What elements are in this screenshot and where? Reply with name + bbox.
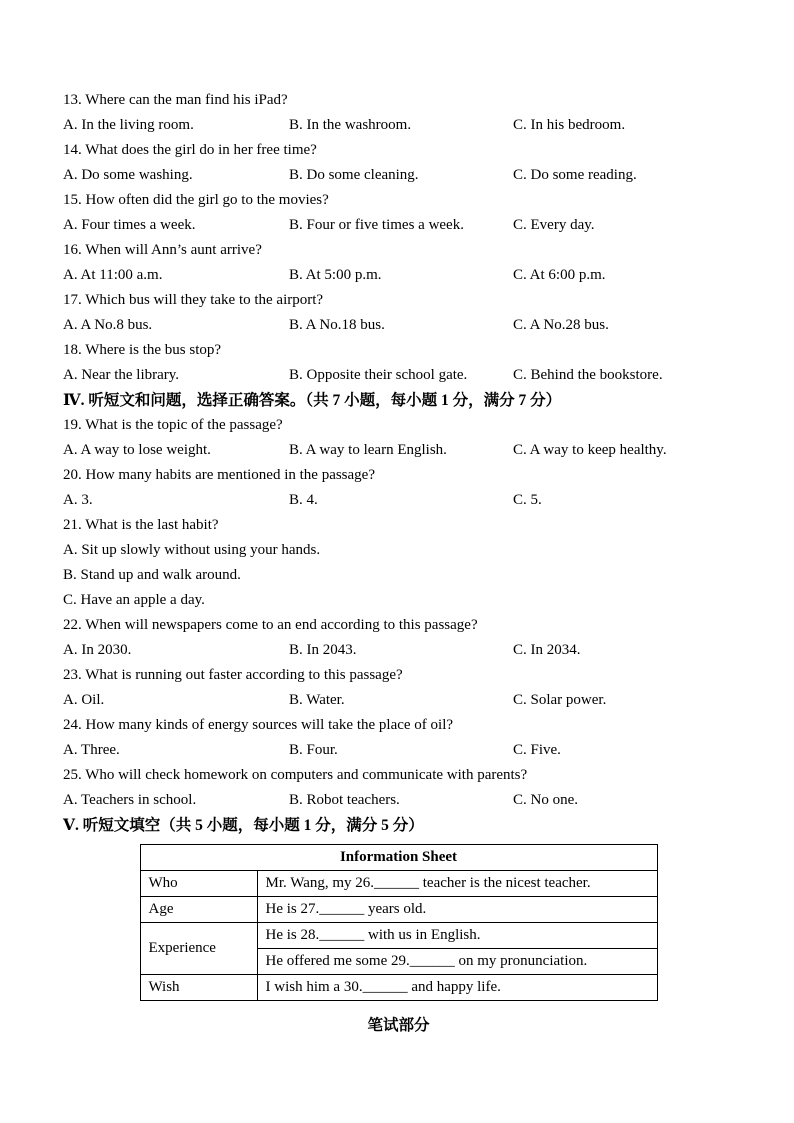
option-b: B. At 5:00 p.m. (289, 267, 382, 283)
question-options (63, 113, 734, 138)
option-a: A. Do some washing. (63, 167, 193, 183)
option-c: C. Solar power. (513, 692, 607, 708)
question-18 (63, 338, 734, 388)
option-c: C. Every day. (513, 217, 595, 233)
question-options (63, 638, 734, 663)
question-options (63, 488, 734, 513)
option-c: C. In 2034. (513, 642, 581, 658)
option-c: C. At 6:00 p.m. (513, 267, 606, 283)
option-a: A. Oil. (63, 692, 105, 708)
table-row (140, 871, 657, 897)
section-5-header: Ⅴ. 听短文填空（共 5 小题，每小题 1 分，满分 5 分） (63, 817, 424, 834)
question-text: 20. How many habits are mentioned in the passage? (63, 467, 375, 483)
option-a: A. A way to lose weight. (63, 442, 211, 458)
row-value-age: He is 27.______ years old. (257, 897, 657, 923)
question-text: 23. What is running out faster according to this passage? (63, 667, 403, 683)
row-value-who: Mr. Wang, my 26.______ teacher is the nicest teacher. (257, 871, 657, 897)
row-value-experience-2: He offered me some 29.______ on my pronunciation. (257, 949, 657, 975)
question-options (63, 263, 734, 288)
option-c: C. 5. (513, 492, 542, 508)
question-text: 25. Who will check homework on computers and communicate with parents? (63, 767, 528, 783)
question-options (63, 213, 734, 238)
table-row (140, 975, 657, 1001)
option-b: B. Water. (289, 692, 345, 708)
option-b: B. In the washroom. (289, 117, 412, 133)
option-a: A. At 11:00 a.m. (63, 267, 163, 283)
option-b: B. A way to learn English. (289, 442, 447, 458)
option-b: B. Four. (289, 742, 338, 758)
question-options (63, 688, 734, 713)
option-a: A. Sit up slowly without using your hands. (63, 542, 321, 558)
option-a: A. 3. (63, 492, 93, 508)
option-b: B. Do some cleaning. (289, 167, 419, 183)
option-a: A. Three. (63, 742, 120, 758)
question-14 (63, 138, 734, 188)
question-options (63, 538, 734, 613)
written-test-section-label: 笔试部分 (367, 1017, 430, 1034)
option-c: C. Five. (513, 742, 561, 758)
row-value-wish: I wish him a 30.______ and happy life. (257, 975, 657, 1001)
question-text: 13. Where can the man find his iPad? (63, 92, 288, 108)
option-c: C. Have an apple a day. (63, 592, 205, 608)
option-a: A. In the living room. (63, 117, 194, 133)
option-a: A. A No.8 bus. (63, 317, 153, 333)
option-a: A. In 2030. (63, 642, 132, 658)
option-b: B. In 2043. (289, 642, 357, 658)
option-c: C. In his bedroom. (513, 117, 626, 133)
option-c: C. A way to keep healthy. (513, 442, 667, 458)
option-c: C. No one. (513, 792, 578, 808)
question-text: 24. How many kinds of energy sources will take the place of oil? (63, 717, 454, 733)
question-options (63, 738, 734, 763)
table-title-row (140, 845, 657, 871)
question-16 (63, 238, 734, 288)
row-label-wish: Wish (140, 975, 257, 1001)
question-options (63, 438, 734, 463)
option-b: B. Robot teachers. (289, 792, 400, 808)
question-text: 22. When will newspapers come to an end according to this passage? (63, 617, 478, 633)
question-20 (63, 463, 734, 513)
information-sheet-table (140, 844, 658, 1001)
table-row (140, 897, 657, 923)
option-b: B. 4. (289, 492, 318, 508)
question-text: 14. What does the girl do in her free time? (63, 142, 317, 158)
question-options (63, 788, 734, 813)
section-4-header: Ⅳ. 听短文和问题，选择正确答案。（共 7 小题，每小题 1 分，满分 7 分） (63, 392, 562, 409)
option-b: B. Four or five times a week. (289, 217, 464, 233)
option-b: B. Opposite their school gate. (289, 367, 468, 383)
question-25 (63, 763, 734, 813)
table-row (140, 923, 657, 949)
question-text: 15. How often did the girl go to the movies? (63, 192, 329, 208)
question-text: 21. What is the last habit? (63, 517, 219, 533)
option-c: C. Do some reading. (513, 167, 637, 183)
question-17 (63, 288, 734, 338)
option-a: A. Teachers in school. (63, 792, 197, 808)
question-options (63, 313, 734, 338)
row-label-age: Age (140, 897, 257, 923)
row-value-experience-1: He is 28.______ with us in English. (257, 923, 657, 949)
question-19 (63, 413, 734, 463)
option-b: B. A No.18 bus. (289, 317, 385, 333)
row-label-who: Who (140, 871, 257, 897)
question-23 (63, 663, 734, 713)
question-24 (63, 713, 734, 763)
table-title: Information Sheet (140, 845, 657, 871)
option-c: C. Behind the bookstore. (513, 367, 663, 383)
question-13 (63, 88, 734, 138)
question-22 (63, 613, 734, 663)
option-a: A. Four times a week. (63, 217, 196, 233)
question-text: 17. Which bus will they take to the airport? (63, 292, 324, 308)
question-text: 19. What is the topic of the passage? (63, 417, 283, 433)
row-label-experience: Experience (140, 923, 257, 975)
question-options (63, 363, 734, 388)
question-options (63, 163, 734, 188)
option-c: C. A No.28 bus. (513, 317, 609, 333)
question-21 (63, 513, 734, 613)
option-b: B. Stand up and walk around. (63, 567, 241, 583)
option-a: A. Near the library. (63, 367, 180, 383)
question-15 (63, 188, 734, 238)
question-text: 18. Where is the bus stop? (63, 342, 222, 358)
question-text: 16. When will Ann’s aunt arrive? (63, 242, 262, 258)
